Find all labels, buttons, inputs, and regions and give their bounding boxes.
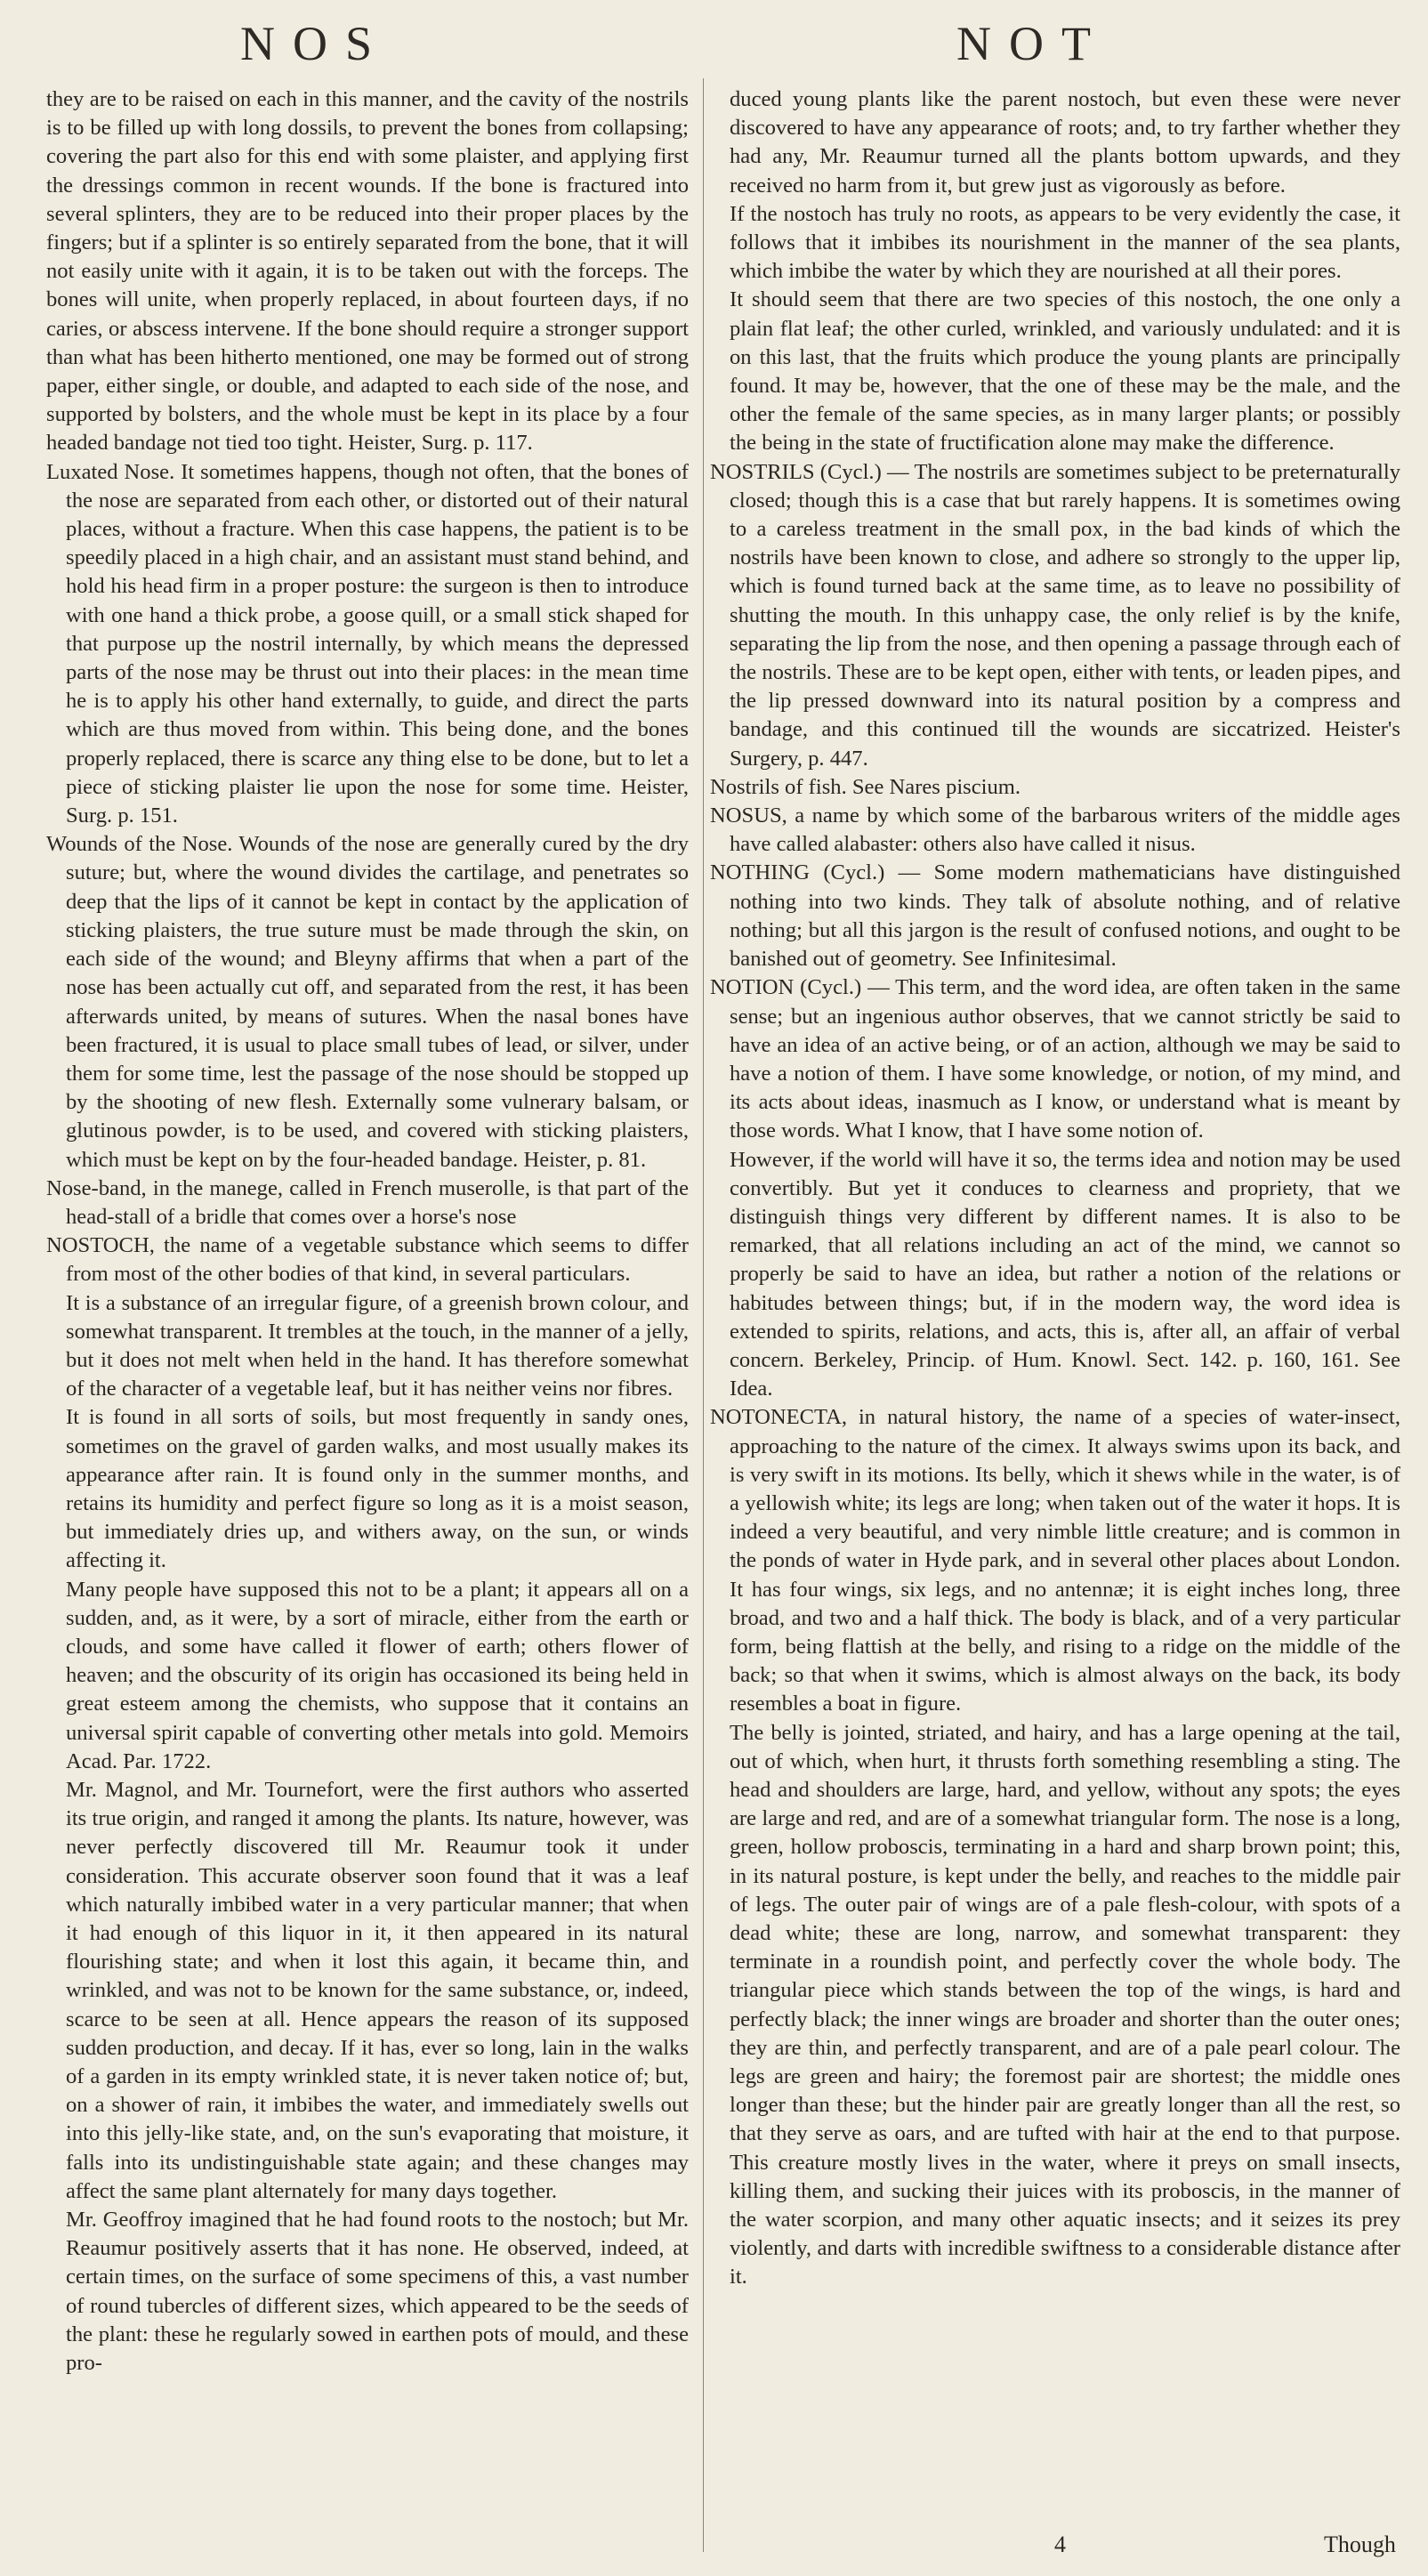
paragraph: duced young plants like the parent nostoch, but even these were never discovered to have any appearance of roots; and, to try farther whether they had any, Mr. Reaumur turned all the plants bottom upwards, and they received no harm from it, but grew just as vigorously as before. bbox=[730, 87, 1400, 198]
column-divider bbox=[703, 78, 704, 2552]
entry-nose-band: Nose-band, in the manege, called in French muserolle, is that part of the head-stall of a bridle that comes over a horse's nose bbox=[46, 1175, 689, 1229]
entry-notion: NOTION (Cycl.) — This term, and the word idea, are often taken in the same sense; but an ingenious author observes, that we cannot strictly be said to have an idea of an active being, or of an action, although we may be said to have a notion of them. I have some knowledge, or notion, of my mind, and its acts about ideas, inasmuch as I know, or understand what is meant by those words. What I know, that I have some notion of. bbox=[710, 975, 1400, 1143]
paragraph: Mr. Geoffroy imagined that he had found roots to the nostoch; but Mr. Reaumur positively asserts that it has none. He observed, indeed, at certain times, on the surface of some specimens of this, a vast number of round tubercles of different sizes, which appeared to be the seeds of the plant: these he regularly sowed in earthen pots of mould, and these pro- bbox=[66, 2208, 689, 2376]
paragraph: It is a substance of an irregular figure, of a greenish brown colour, and somewhat transparent. It trembles at the touch, in the manner of a jelly, but it does not melt when held in the hand. It has therefore somewhat of the character of a vegetable leaf, but it has neither veins nor fibres. bbox=[66, 1290, 689, 1401]
running-head-left: NOS bbox=[240, 17, 391, 70]
paragraph: The belly is jointed, striated, and hairy, and has a large opening at the tail, out of which, when hurt, it thrusts forth something resembling a sting. The head and shoulders are large, hard, and yellow, without any spots; the eyes are large and red, and are of a somewhat triangular form. The nose is a long, green, hollow proboscis, terminating in a hard and sharp brown point; this, in its natural posture, is kept under the belly, and reaches to the middle pair of legs. The outer pair of wings are of a pale flesh-colour, with spots of a dead white; these are long, narrow, and somewhat transparent: they terminate in a roundish point, and perfectly cover the whole body. The triangular piece which stands between the top of the wings, is hard and perfectly black; the inner wings are broader and shorter than the outer ones; they are thin, and perfectly transparent, and are of a pale pearl colour. The legs are green and hairy; the foremost pair are shortest; the middle ones longer than these; but the hinder pair are greatly longer than all the rest, so that they serve as oars, and are tufted with hair at the end to that purpose. This creature mostly lives in the water, where it preys on small insects, killing them, and sucking their juices with its proboscis, in the manner of the water scorpion, and many other aquatic insects; and it seizes its prey violently, and darts with incredible swiftness to a considerable distance after it. bbox=[730, 1720, 1400, 2289]
entry-nosus: NOSUS, a name by which some of the barbarous writers of the middle ages have called alabaster: others also have called it nisus. bbox=[710, 803, 1400, 857]
entry-nostrils: NOSTRILS (Cycl.) — The nostrils are sometimes subject to be preternaturally closed; though this is a case that but rarely happens. It is sometimes owing to a careless treatment in the small pox, in the bad kinds of which the nostrils have been known to close, and adhere so strongly to the upper lip, which is found turned back at the same time, as to leave no possibility of shutting the mouth. In this unhappy case, the only relief is by the knife, separating the lip from the nose, and then opening a passage through each of the nostrils. These are to be kept open, either with tents, or leaden pipes, and the lip pressed downward into its natural position by a compress and bandage, and this continued till the wounds are siccatrized. Heister's Surgery, p. 447. bbox=[710, 459, 1400, 771]
catchword: Though bbox=[1324, 2532, 1396, 2557]
signature-mark: 4 bbox=[1054, 2532, 1066, 2557]
entry-notonecta: NOTONECTA, in natural history, the name of a species of water-insect, approaching to the nature of the cimex. It always swims upon its back, and is very swift in its motions. Its belly, which it shews while in the water, is of a yellowish white; its legs are long; when taken out of the water it hops. It is indeed a very beautiful, and very nimble little creature; and is common in the ponds of water in Hyde park, and in several other places about London. It has four wings, six legs, and no antennæ; it is eight inches long, three broad, and two and a half thick. The body is black, and of a very particular form, being flattish at the belly, and rising to a ridge on the middle of the back; so that when it swims, which is almost always on the back, its body resembles a boat in figure. bbox=[710, 1405, 1400, 1716]
paragraph: It is found in all sorts of soils, but most frequently in sandy ones, sometimes on the gravel of garden walks, and most usually makes its appearance after rain. It is found only in the summer months, and retains its humidity and perfect figure so long as it is a moist season, but immediately dries up, and withers away, on the sun, or winds affecting it. bbox=[66, 1405, 689, 1573]
entry-nostrils-of-fish: Nostrils of fish. See Nares piscium. bbox=[710, 774, 1021, 799]
entry-nostoch: NOSTOCH, the name of a vegetable substance which seems to differ from most of the other bodies of that kind, in several particulars. bbox=[46, 1233, 689, 1287]
paragraph: If the nostoch has truly no roots, as appears to be very evidently the case, it follows that it imbibes its nourishment in the manner of the sea plants, which imbibe the water by which they are nourished at all their pores. bbox=[730, 201, 1400, 284]
running-head-right: NOT bbox=[956, 17, 1109, 70]
entry-wounds-of-nose: Wounds of the Nose. Wounds of the nose are generally cured by the dry suture; but, where the wound divides the cartilage, and penetrates so deep that the lips of it cannot be kept in contact by the application of sticking plaisters, the true suture must be made through the skin, on each side of the wound; and Bleyny affirms that when a part of the nose has been actually cut off, and separated from the rest, it has been afterwards united, by means of sutures. When the nasal bones have been fractured, it is usual to place small tubes of lead, or silver, under them for some time, lest the passage of the nose should be stopped up by the shooting of new flesh. Externally some vulnerary balsam, or glutinous powder, is to be used, and covered with sticking plaisters, which must be kept on by the four-headed bandage. Heister, p. 81. bbox=[46, 832, 689, 1172]
paragraph: Many people have supposed this not to be a plant; it appears all on a sudden, and, as it were, by a sort of miracle, either from the earth or clouds, and some have called it flower of earth; others flower of heaven; and the obscurity of its origin has occasioned its being held in great esteem among the chemists, who suppose that it contains an universal spirit capable of converting other metals into gold. Memoirs Acad. Par. 1722. bbox=[66, 1577, 689, 1773]
paragraph: they are to be raised on each in this manner, and the cavity of the nostrils is to be filled up with long dossils, to prevent the bones from collapsing; covering the part also for this end with some plaister, and applying first the dressings common in recent wounds. If the bone is fractured into several splinters, they are to be reduced into their proper places by the fingers; but if a splinter is so entirely separated from the bone, that it will not easily unite with it again, it is to be taken out with the forceps. The bones will unite, when properly replaced, in about fourteen days, if no caries, or abscess intervene. If the bone should require a stronger support than what has been hitherto mentioned, one may be formed out of strong paper, either single, or double, and adapted to each side of the nose, and supported by bolsters, and the whole must be kept in its place by a four headed bandage not tied too tight. Heister, Surg. p. 117. bbox=[46, 87, 689, 456]
paragraph: It should seem that there are two species of this nostoch, the one only a plain flat leaf; the other curled, wrinkled, and variously undulated: and it is on this last, that the fruits which produce the young plants are principally found. It may be, however, that the one of these may be the male, and the other the female of the same species, as in many larger plants; or possibly the being in the state of fructification alone may make the difference. bbox=[730, 287, 1400, 456]
paragraph: Mr. Magnol, and Mr. Tournefort, were the first authors who asserted its true origin, and ranged it among the plants. Its nature, however, was never perfectly discovered till Mr. Reaumur took it under consideration. This accurate observer soon found that it was a leaf which naturally imbibed water in a very particular manner; that when it had enough of this liquor in it, it then appeared in its natural flourishing state; and when it lost this again, it became thin, and wrinkled, and was not to be known for the same substance, or, indeed, scarce to be seen at all. Hence appears the reason of its supposed sudden production, and decay. If it has, ever so long, lain in the walks of a garden in its empty wrinkled state, it is never taken notice of; but, on a shower of rain, it imbibes the water, and immediately swells out into this jelly-like state, and, on the sun's evaporating that moisture, it falls into its undistinguishable state again; and these changes may affect the same plant alternately for many days together. bbox=[66, 1777, 689, 2203]
left-column bbox=[46, 85, 689, 2378]
entry-luxated-nose: Luxated Nose. It sometimes happens, though not often, that the bones of the nose are separated from each other, or distorted out of their natural places, without a fracture. When this case happens, the patient is to be speedily placed in a high chair, and an assistant must stand behind, and hold his head firm in a proper posture: the surgeon is then to introduce with one hand a thick probe, a goose quill, or a small stick shaped for that purpose up the nostril internally, by which means the depressed parts of the nose may be thrust out into their places: in the mean time he is to apply his other hand externally, to guide, and direct the parts which are thus moved from within. This being done, and the bones properly replaced, there is scarce any thing else to be done, but to let a piece of sticking plaister lie upon the nose for some time. Heister, Surg. p. 151. bbox=[46, 459, 689, 828]
right-column bbox=[710, 85, 1400, 2292]
entry-nothing: NOTHING (Cycl.) — Some modern mathematicians have distinguished nothing into two kinds. They talk of absolute nothing, and of relative nothing; but all this jargon is the result of confused notions, and ought to be banished out of geometry. See Infinitesimal. bbox=[710, 860, 1400, 972]
paragraph: However, if the world will have it so, the terms idea and notion may be used convertibly. But yet it conduces to clearness and propriety, that we distinguish things very different by different names. It is also to be remarked, that all relations including an act of the mind, we cannot so properly be said to have an idea, but rather a notion of the relations or habitudes between things; but, if in the modern way, the word idea is extended to spirits, relations, and acts, this is, after all, an affair of verbal concern. Berkeley, Princip. of Hum. Knowl. Sect. 142. p. 160, 161. See Idea. bbox=[730, 1147, 1400, 1401]
